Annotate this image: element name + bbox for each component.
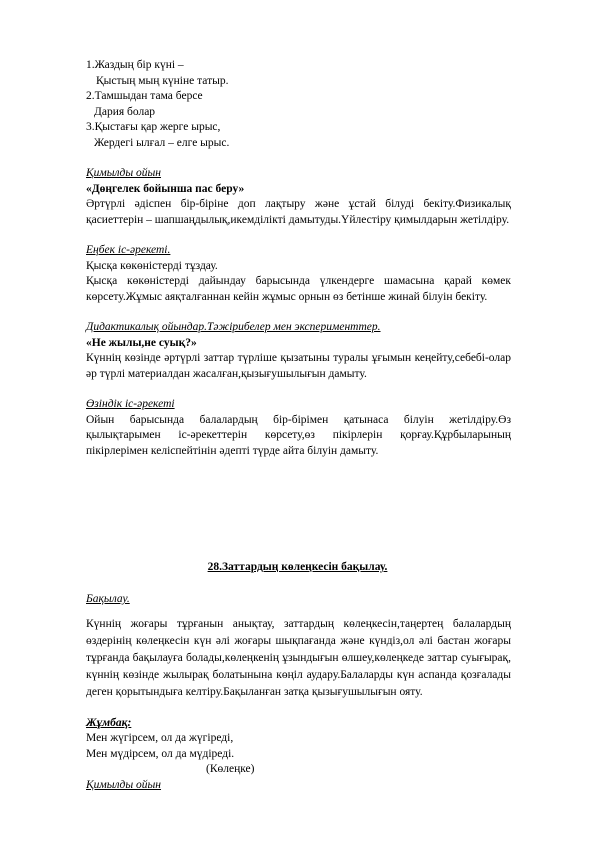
riddle-line: 1.Жаздың бір күні – — [86, 59, 184, 71]
upper-section — [86, 58, 511, 459]
didactic-description: Күннің көзінде әртүрлі заттар түрліше қызатыны туралы ұғымын кеңейту,себебі-олар әр түрлі материалдан жасалған,қызығушылығын дамыту. — [86, 352, 511, 380]
game-heading: Қимылды ойын — [86, 167, 162, 179]
independent-description: Ойын барысында балалардың бір-бірімен қатынаса білуін жетілдіру.Өз қылықтарымен іс-әрекеттерін көрсету,өз пікірлерін қорғау.Құрбыларының пікірлерімен келіспейтінін әдепті түрде айта білуін дамыту. — [86, 413, 511, 457]
spacer — [86, 608, 511, 616]
riddle-line: Қыстың мың күніне татыр. — [96, 74, 229, 87]
riddle-line: Мен мүдірсем, ол да мүдіреді. — [86, 747, 235, 760]
game-description: Әртүрлі әдіспен бір-біріне доп лақтыру және ұстай білуді бекіту.Физикалық қасиеттерін – шапшаңдылық,икемділікті дамытуды.Үйлестіру қимылдарын жетілдіру. — [86, 198, 511, 226]
riddle-answer: (Көлеңке) — [206, 763, 255, 775]
riddle-line: Жердегі ылғал – елге ырыс. — [94, 136, 230, 149]
observation-text: Күннің жоғары тұрғанын анықтау, заттардың көлеңкесін,таңертең балалардың өздерінің көлеңкесін күн әлі жоғары шықпағанда және күндіз,ол әлі бастан жоғары тұрғанда бақылауға болады,көлеңкенің ұзындығын өлшеу,көлеңкеде заттар суығырақ, күннің көзінде жылырақ болатынына көңіл аудару.Балаларды күн аспанда қозғалады деген қорытындыға келтіру.Бақыланған затқа қызығушылығын ояту. — [86, 617, 511, 698]
spacer — [86, 228, 511, 243]
spacer — [86, 151, 511, 166]
didactic-heading: Дидактикалық ойындар.Тәжірибелер мен эксперименттер. — [86, 321, 381, 333]
didactic-title: «Не жылы,не суық?» — [86, 336, 197, 349]
lesson-section — [86, 592, 511, 793]
riddle-line: Мен жүгірсем, ол да жүгіреді, — [86, 732, 234, 744]
riddle-line: 3.Қыстағы қар жерге ырыс, — [86, 121, 221, 133]
riddle-heading: Жұмбақ: — [86, 716, 132, 729]
spacer — [86, 382, 511, 397]
riddle-line: Дария болар — [94, 105, 156, 118]
labor-task: Қысқа көкөністерді тұздау. — [86, 259, 218, 272]
labor-heading: Еңбек іс-әрекеті. — [86, 244, 171, 256]
labor-description: Қысқа көкөністерді дайындау барысында үлкендерге шамасына қарай көмек көрсету.Жұмыс аяқталғаннан кейін жұмыс орнын өз бетінше жинай білуін бекіту. — [86, 275, 511, 303]
game-heading: Қимылды ойын — [86, 778, 162, 791]
independent-heading: Өзіндік іс-әрекеті — [86, 398, 175, 410]
riddle-line: 2.Тамшыдан тама берсе — [86, 90, 203, 102]
spacer — [86, 701, 511, 716]
spacer — [86, 305, 511, 320]
observation-heading: Бақылау. — [86, 593, 130, 605]
game-title: «Дөңгелек бойынша пас беру» — [86, 182, 245, 195]
lesson-title: 28.Заттардың көлеңкесін бақылау. — [207, 561, 388, 573]
